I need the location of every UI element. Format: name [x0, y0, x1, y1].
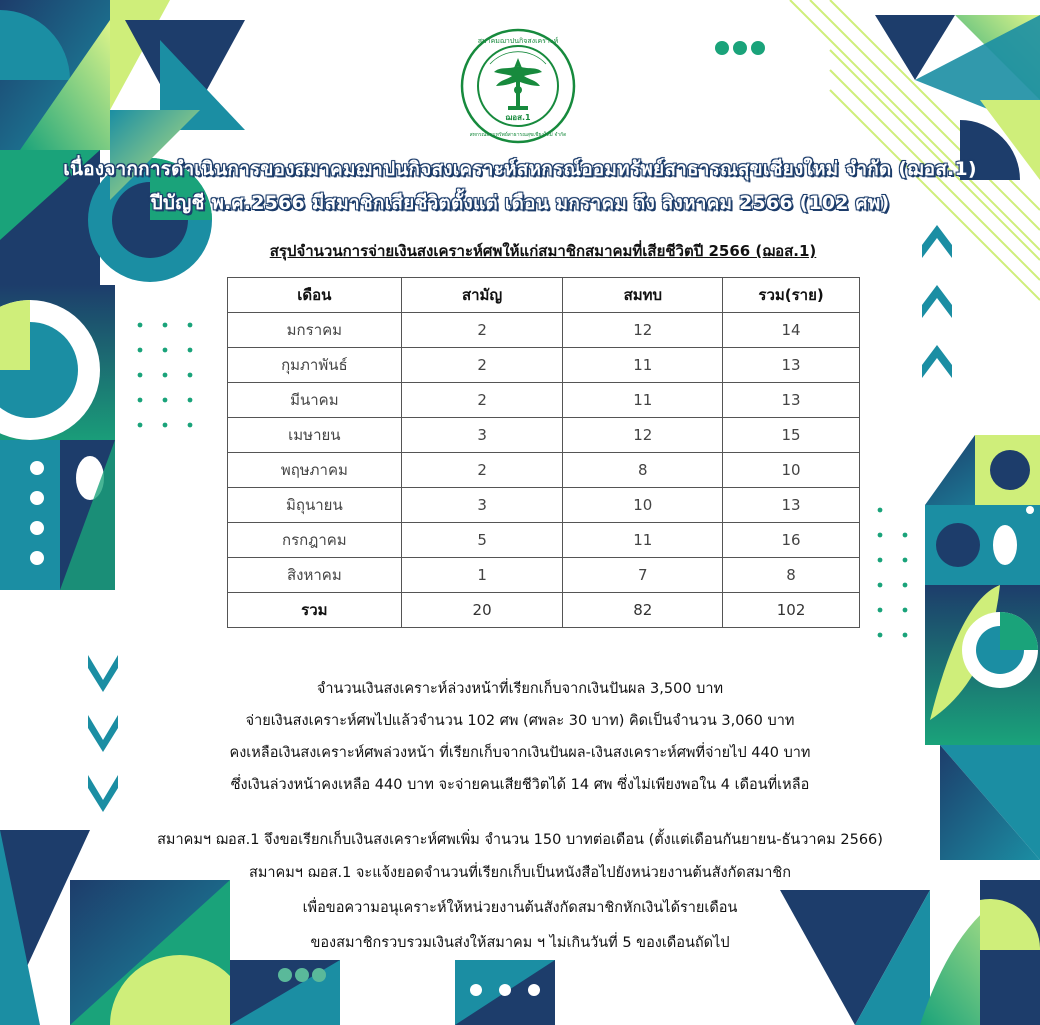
logo-arc-text: สมาคมฌาปนกิจสงเคราะห์ [477, 37, 559, 45]
cell-regular: 1 [401, 558, 563, 593]
cell-associate: 7 [563, 558, 723, 593]
summary-line-2: จ่ายเงินสงเคราะห์ศพไปแล้วจำนวน 102 ศพ (ศพละ 30 บาท) คิดเป็นจำนวน 3,060 บาท [245, 713, 795, 729]
notice-line-2: สมาคมฯ ฌอส.1 จะแจ้งยอดจำนวนที่เรียกเก็บเป็นหนังสือไปยังหน่วยงานต้นสังกัดสมาชิก [248, 865, 792, 881]
logo-bottom-text: สหกรณ์ออมทรัพย์สาธารณสุขเชียงใหม่ จำกัด [469, 132, 567, 138]
association-logo [460, 28, 576, 144]
cell-associate: 12 [563, 418, 723, 453]
cell-month: มกราคม [228, 313, 402, 348]
notice-line-3: เพื่อขอความอนุเคราะห์ให้หน่วยงานต้นสังกัดสมาชิกหักเงินได้รายเดือน [302, 900, 738, 916]
summary-line-1: จำนวนเงินสงเคราะห์ล่วงหน้าที่เรียกเก็บจากเงินปันผล 3,500 บาท [316, 681, 724, 697]
cell-total: 8 [723, 558, 860, 593]
logo-seal-icon [460, 28, 576, 144]
death-benefit-table [227, 277, 860, 628]
cell-associate: 8 [563, 453, 723, 488]
cell-total: 13 [723, 383, 860, 418]
cell-regular: 3 [401, 418, 563, 453]
cell-month: กรกฎาคม [228, 523, 402, 558]
table-row [228, 348, 860, 383]
notice-line-4: ของสมาชิกรวบรวมเงินส่งให้สมาคม ฯ ไม่เกินวันที่ 5 ของเดือนถัดไป [310, 935, 730, 951]
notice-line-1: สมาคมฯ ฌอส.1 จึงขอเรียกเก็บเงินสงเคราะห์ศพเพิ่ม จำนวน 150 บาทต่อเดือน (ตั้งแต่เดือนกันยายน-ธันวาคม 2566) [157, 832, 883, 848]
cell-associate: 11 [563, 383, 723, 418]
table-row [228, 418, 860, 453]
table-total-row [228, 593, 860, 628]
table-row [228, 383, 860, 418]
summary-line-3: คงเหลือเงินสงเคราะห์ศพล่วงหน้า ที่เรียกเก็บจากเงินปันผล-เงินสงเคราะห์ศพที่จ่ายไป 440 บาท [229, 745, 811, 761]
cell-regular: 5 [401, 523, 563, 558]
cell-associate: 12 [563, 313, 723, 348]
cell-total: 13 [723, 348, 860, 383]
cell-regular: 2 [401, 453, 563, 488]
header-total: รวม(ราย) [723, 278, 860, 313]
header-associate: สมทบ [563, 278, 723, 313]
summary-line-4: ซึ่งเงินล่วงหน้าคงเหลือ 440 บาท จะจ่ายคนเสียชีวิตได้ 14 ศพ ซึ่งไม่เพียงพอใน 4 เดือนที่เหลือ [230, 777, 810, 793]
total-label: รวม [228, 593, 402, 628]
cell-regular: 2 [401, 348, 563, 383]
cell-associate: 10 [563, 488, 723, 523]
cell-month: มีนาคม [228, 383, 402, 418]
cell-regular: 2 [401, 383, 563, 418]
cell-total: 13 [723, 488, 860, 523]
header-line-2: ปีบัญชี พ.ศ.2566 มีสมาชิกเสียชีวิตตั้งแต่ เดือน มกราคม ถึง สิงหาคม 2566 (102 ศพ) [150, 192, 890, 214]
cell-associate: 11 [563, 523, 723, 558]
cell-regular: 2 [401, 313, 563, 348]
cell-month: เมษายน [228, 418, 402, 453]
total-associate: 82 [563, 593, 723, 628]
cell-regular: 3 [401, 488, 563, 523]
cell-associate: 11 [563, 348, 723, 383]
header-month: เดือน [228, 278, 402, 313]
header-regular: สามัญ [401, 278, 563, 313]
total-total: 102 [723, 593, 860, 628]
cell-total: 15 [723, 418, 860, 453]
table-row [228, 313, 860, 348]
cell-month: มิถุนายน [228, 488, 402, 523]
header-line-1: เนื่องจากการดำเนินการของสมาคมฌาปนกิจสงเคราะห์สหกรณ์ออมทรัพย์สาธารณสุขเชียงใหม่ จำกัด (ฌอส.1) [63, 158, 977, 180]
table-row [228, 453, 860, 488]
cell-total: 10 [723, 453, 860, 488]
cell-month: พฤษภาคม [228, 453, 402, 488]
table-row [228, 558, 860, 593]
cell-total: 16 [723, 523, 860, 558]
cell-total: 14 [723, 313, 860, 348]
total-regular: 20 [401, 593, 563, 628]
table-row [228, 523, 860, 558]
table-row [228, 488, 860, 523]
logo-abbr: ฌอส.1 [505, 113, 531, 122]
cell-month: กุมภาพันธ์ [228, 348, 402, 383]
table-subtitle: สรุปจำนวนการจ่ายเงินสงเคราะห์ศพให้แก่สมาชิกสมาคมที่เสียชีวิตปี 2566 (ฌอส.1) [269, 242, 817, 260]
table-header-row [228, 278, 860, 313]
cell-month: สิงหาคม [228, 558, 402, 593]
